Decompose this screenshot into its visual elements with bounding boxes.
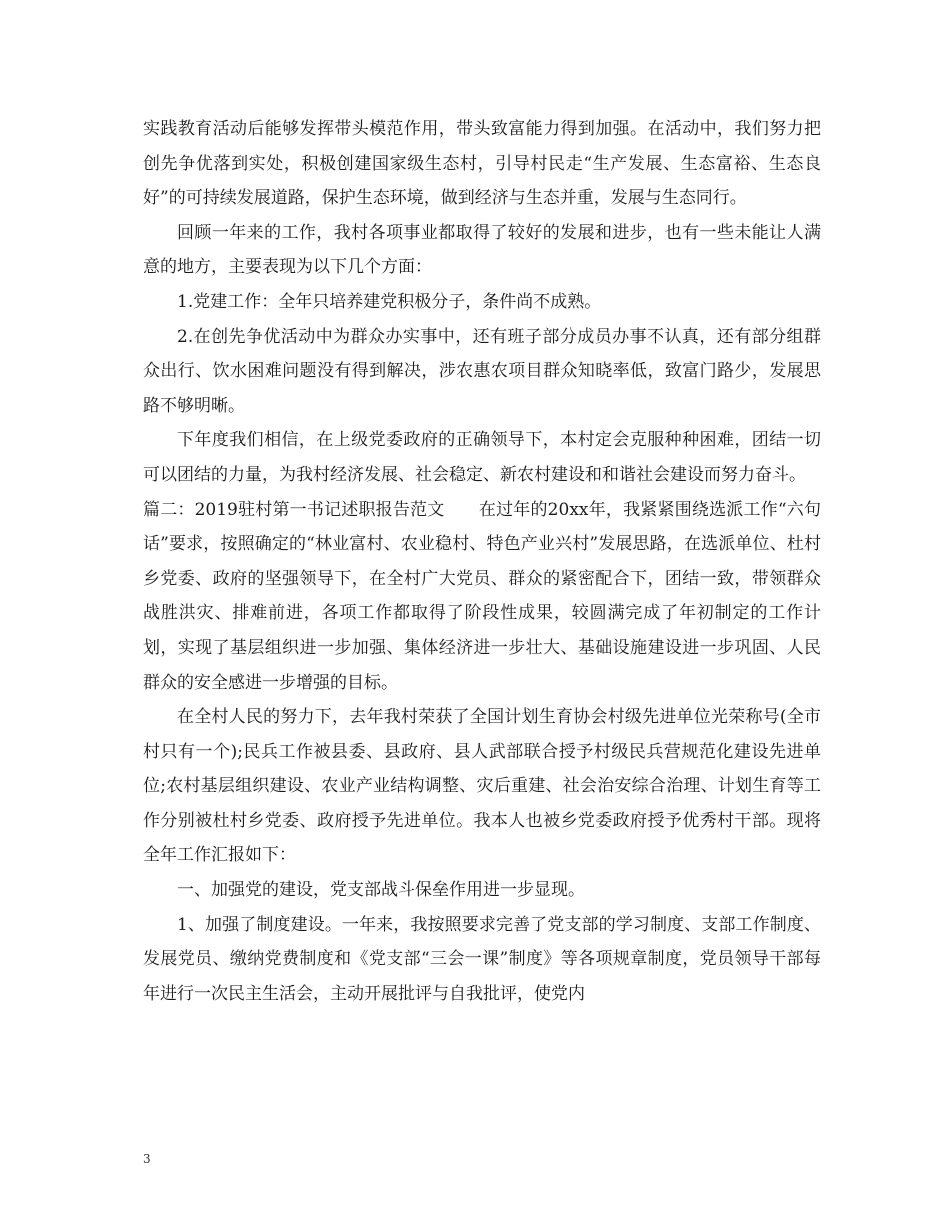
paragraph-7: 在全村人民的努力下，去年我村荣获了全国计划生育协会村级先进单位光荣称号(全市村只有一个);民兵工作被县委、县政府、县人武部联合授予村级民兵营规范化建设先进单位;农村基层组织建设、农业产业结构调整、灾后重建、社会治安综合治理、计划生育等工作分别被杜村乡党委、政府授予先进单位。我本人也被乡党委政府授予优秀村干部。现将全年工作汇报如下： — [143, 707, 821, 866]
paragraph-3: 1.党建工作：全年只培养建党积极分子，条件尚不成熟。 — [177, 291, 602, 312]
paragraph-8-heading: 一、加强党的建设，党支部战斗保垒作用进一步显现。 — [177, 880, 585, 901]
paragraph-2: 回顾一年来的工作，我村各项事业都取得了较好的发展和进步，也有一些未能让人满意的地方，主要表现为以下几个方面： — [143, 222, 821, 278]
paragraph-9: 1、加强了制度建设。一年来，我按照要求完善了党支部的学习制度、支部工作制度、发展党员、缴纳党费制度和《党支部“三会一课”制度》等各项规章制度，党员领导干部每年进行一次民主生活会，主动开展批评与自我批评，使党内 — [143, 914, 821, 1004]
document-body — [143, 112, 821, 1011]
paragraph-5: 下年度我们相信，在上级党委政府的正确领导下，本村定会克服种种困难，团结一切可以团结的力量，为我村经济发展、社会稳定、新农村建设和和谐社会建设而努力奋斗。 — [143, 430, 821, 485]
page-number: 3 — [143, 1152, 151, 1166]
paragraph-6-section-two-start: 篇二：2019驻村第一书记述职报告范文 在过年的20xx年，我紧紧围绕选派工作“六句话”要求，按照确定的“林业富村、农业稳村、特色产业兴村”发展思路，在选派单位、杜村乡党委、政府的坚强领导下，在全村广大党员、群众的紧密配合下，团结一致，带领群众战胜洪灾、排难前进，各项工作都取得了阶段性成果，较圆满完成了年初制定的工作计划，实现了基层组织进一步加强、集体经济进一步壮大、基础设施建设进一步巩固、人民群众的安全感进一步增强的目标。 — [143, 499, 821, 693]
paragraph-1: 实践教育活动后能够发挥带头模范作用，带头致富能力得到加强。在活动中，我们努力把创先争优落到实处，积极创建国家级生态村，引导村民走“生产发展、生态富裕、生态良好”的可持续发展道路，保护生态环境，做到经济与生态并重，发展与生态同行。 — [143, 119, 821, 209]
paragraph-4: 2.在创先争优活动中为群众办实事中，还有班子部分成员办事不认真，还有部分组群众出行、饮水困难问题没有得到解决，涉农惠农项目群众知晓率低，致富门路少，发展思路不够明晰。 — [143, 326, 821, 416]
